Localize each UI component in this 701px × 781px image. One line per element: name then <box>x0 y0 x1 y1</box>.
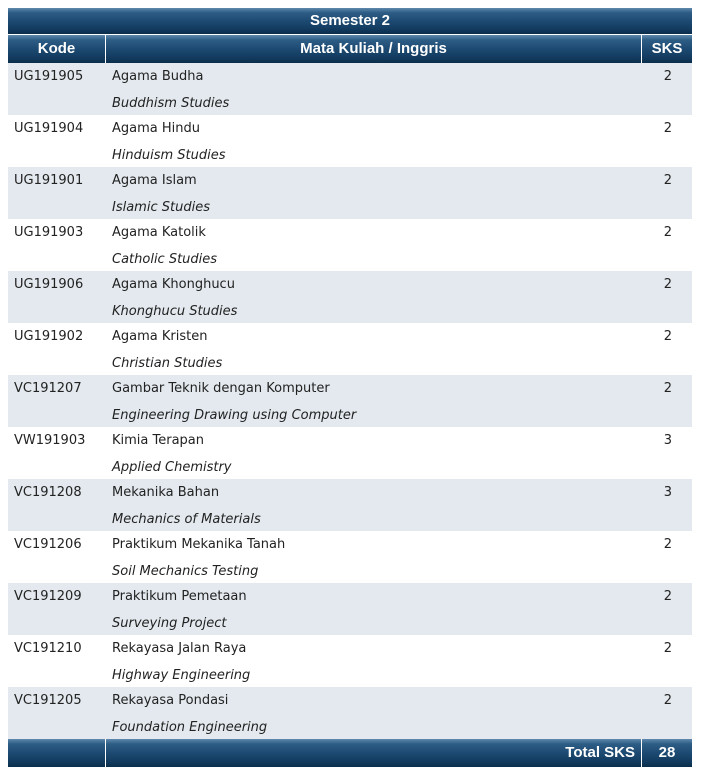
course-code: UG191904 <box>14 121 84 136</box>
table-row <box>8 687 692 739</box>
course-sks: 2 <box>663 277 672 292</box>
course-name-id: Agama Islam <box>112 173 197 188</box>
course-name-id: Rekayasa Jalan Raya <box>112 641 247 656</box>
course-name-cell <box>106 375 642 427</box>
course-name-id: Praktikum Pemetaan <box>112 589 247 604</box>
course-name-en: Islamic Studies <box>112 200 210 215</box>
header-mata-kuliah: Mata Kuliah / Inggris <box>106 35 642 63</box>
footer-spacer <box>8 739 106 767</box>
course-name-id: Agama Khonghucu <box>112 277 235 292</box>
course-name-en: Highway Engineering <box>112 668 251 683</box>
course-code: UG191905 <box>14 69 84 84</box>
course-name-cell <box>106 687 642 739</box>
table-row <box>8 427 692 479</box>
table-row <box>8 115 692 167</box>
course-code: VC191208 <box>14 485 82 500</box>
header-kode: Kode <box>8 35 106 63</box>
course-code: VW191903 <box>14 433 86 448</box>
course-code: VC191209 <box>14 589 82 604</box>
table-row <box>8 531 692 583</box>
course-name-id: Agama Kristen <box>112 329 208 344</box>
table-footer <box>8 739 692 767</box>
course-name-cell <box>106 531 642 583</box>
table-row <box>8 583 692 635</box>
course-sks: 2 <box>663 589 672 604</box>
course-name-cell <box>106 479 642 531</box>
course-sks: 2 <box>663 537 672 552</box>
table-row <box>8 167 692 219</box>
table-row <box>8 63 692 115</box>
course-sks: 3 <box>663 485 672 500</box>
course-name-cell <box>106 583 642 635</box>
course-name-en: Surveying Project <box>112 616 227 631</box>
course-name-en: Khonghucu Studies <box>112 304 238 319</box>
course-code: VC191210 <box>14 641 82 656</box>
course-name-en: Hinduism Studies <box>112 148 226 163</box>
course-code: VC191207 <box>14 381 82 396</box>
table-row <box>8 375 692 427</box>
course-code: VC191206 <box>14 537 82 552</box>
course-code: VC191205 <box>14 693 82 708</box>
course-name-cell <box>106 63 642 115</box>
course-name-id: Rekayasa Pondasi <box>112 693 229 708</box>
course-sks: 3 <box>663 433 672 448</box>
course-name-en: Soil Mechanics Testing <box>112 564 259 579</box>
course-name-id: Agama Katolik <box>112 225 206 240</box>
course-name-en: Engineering Drawing using Computer <box>112 408 357 423</box>
course-name-en: Applied Chemistry <box>112 460 232 475</box>
course-sks: 2 <box>663 173 672 188</box>
course-sks: 2 <box>663 329 672 344</box>
table-row <box>8 271 692 323</box>
course-name-en: Catholic Studies <box>112 252 218 267</box>
course-name-cell <box>106 115 642 167</box>
course-name-cell <box>106 635 642 687</box>
course-name-cell <box>106 271 642 323</box>
total-sks-label: Total SKS <box>106 739 642 767</box>
course-name-en: Christian Studies <box>112 356 223 371</box>
total-sks-value: 28 <box>658 744 676 761</box>
course-sks: 2 <box>663 641 672 656</box>
course-sks: 2 <box>663 121 672 136</box>
course-name-id: Agama Budha <box>112 69 204 84</box>
course-sks: 2 <box>663 381 672 396</box>
course-code: UG191903 <box>14 225 84 240</box>
course-code: UG191902 <box>14 329 84 344</box>
header-sks: SKS <box>651 40 683 57</box>
course-name-cell <box>106 427 642 479</box>
course-name-en: Mechanics of Materials <box>112 512 261 527</box>
course-name-en: Buddhism Studies <box>112 96 230 111</box>
table-row <box>8 323 692 375</box>
table-header <box>8 35 692 63</box>
course-code: UG191906 <box>14 277 84 292</box>
course-sks: 2 <box>663 693 672 708</box>
course-name-id: Kimia Terapan <box>112 433 205 448</box>
course-name-cell <box>106 219 642 271</box>
course-name-en: Foundation Engineering <box>112 720 268 735</box>
course-code: UG191901 <box>14 173 84 188</box>
course-name-id: Mekanika Bahan <box>112 485 220 500</box>
course-name-cell <box>106 323 642 375</box>
course-sks: 2 <box>663 225 672 240</box>
course-name-cell <box>106 167 642 219</box>
course-name-id: Agama Hindu <box>112 121 200 136</box>
table-row <box>8 479 692 531</box>
semester-title: Semester 2 <box>8 8 692 35</box>
table-body <box>8 63 692 739</box>
table-row <box>8 219 692 271</box>
course-sks: 2 <box>663 69 672 84</box>
course-table <box>8 8 692 767</box>
course-name-id: Praktikum Mekanika Tanah <box>112 537 286 552</box>
course-name-id: Gambar Teknik dengan Komputer <box>112 381 330 396</box>
table-row <box>8 635 692 687</box>
